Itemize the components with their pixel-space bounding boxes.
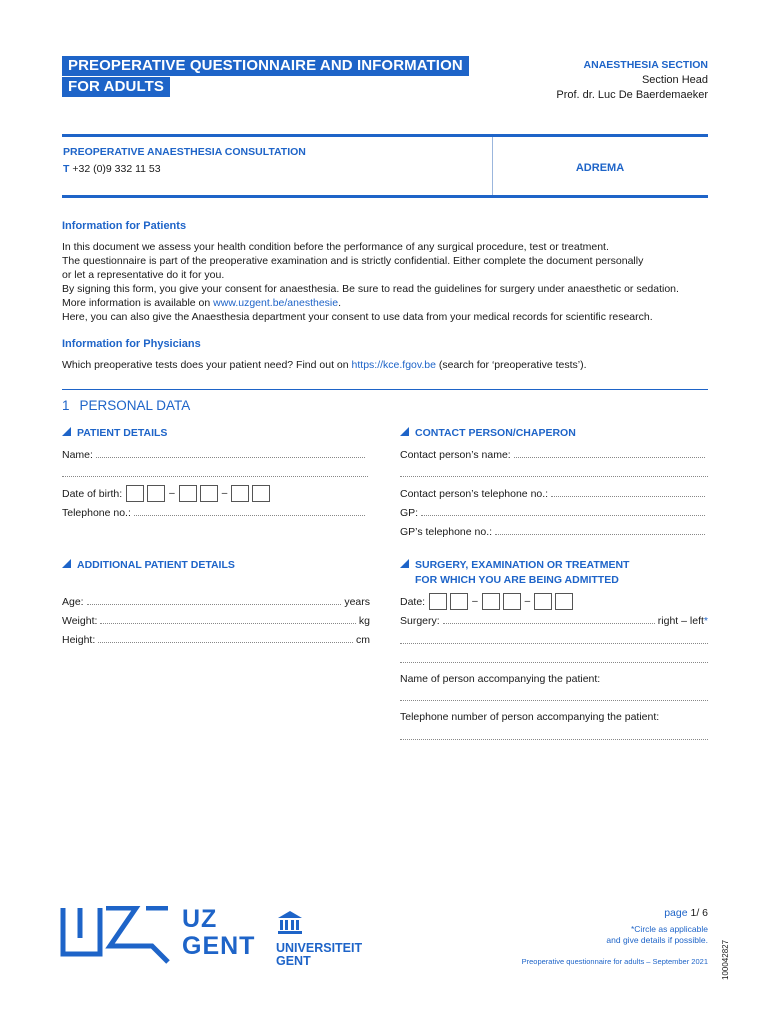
consultation-telephone — [63, 163, 161, 175]
dob-day-digit-box[interactable] — [126, 485, 144, 502]
surgery-heading — [400, 558, 629, 588]
info-patients-text — [62, 240, 722, 324]
telephone-number: +32 (0)9 332 11 53 — [72, 163, 161, 175]
gp-field[interactable] — [400, 505, 708, 519]
weight-input-line[interactable] — [100, 623, 355, 624]
consultation-box — [62, 134, 708, 198]
dob-year-digit-box[interactable] — [231, 485, 249, 502]
document-title-line-2: FOR ADULTS — [62, 77, 170, 97]
contact-name-field[interactable] — [400, 447, 708, 461]
section-head-label: Section Head — [641, 74, 708, 86]
additional-details-heading — [62, 558, 235, 573]
consent-line: Here, you can also give the Anaesthesia department your consent to use data from your medical records for scientific research. — [62, 311, 653, 323]
surgery-date-field — [400, 592, 708, 610]
contact-telephone-input-line[interactable] — [551, 496, 705, 497]
contact-name-input-line-2[interactable] — [400, 476, 708, 477]
surgery-month-digit-box[interactable] — [482, 593, 500, 610]
section-1-title — [62, 398, 190, 413]
universiteit-gent-logo — [276, 909, 362, 968]
uzgent-anesthesie-link[interactable]: www.uzgent.be/anesthesie — [213, 297, 339, 309]
surgery-month-digit-box[interactable] — [503, 593, 521, 610]
footnote-line-1: *Circle as applicable — [630, 924, 708, 934]
telephone-prefix: T — [63, 163, 70, 175]
dob-day-digit-box[interactable] — [147, 485, 165, 502]
footnote-line-2: and give details if possible. — [606, 935, 708, 945]
accompanying-name-label: Name of person accompanying the patient: — [400, 673, 601, 685]
footnote-asterisk: * — [703, 615, 708, 627]
additional-details-heading-text: ADDITIONAL PATIENT DETAILS — [77, 559, 235, 571]
uz-wordmark-line-1: UZ — [182, 905, 218, 933]
weight-field[interactable] — [62, 613, 370, 627]
surgery-heading-line-2: FOR WHICH YOU ARE BEING ADMITTED — [415, 574, 619, 586]
surgery-input-line-3[interactable] — [400, 662, 708, 663]
section-name: ANAESTHESIA SECTION — [583, 59, 708, 71]
date-separator: – — [169, 488, 175, 499]
height-label: Height: — [62, 634, 96, 646]
surgery-day-digit-box[interactable] — [450, 593, 468, 610]
document-version: Preoperative questionnaire for adults – September 2021 — [521, 957, 708, 966]
patient-details-heading — [62, 426, 167, 441]
side-options[interactable] — [658, 615, 708, 627]
age-input-line[interactable] — [87, 604, 342, 605]
surgery-label: Surgery: — [400, 615, 440, 627]
page-number: 1/ 6 — [690, 907, 708, 919]
page-label: page — [664, 907, 688, 919]
surgery-input-line[interactable] — [443, 623, 655, 624]
info-line: or let a representative do it for you. — [62, 269, 225, 281]
triangle-marker-icon — [62, 559, 71, 568]
physicians-prefix: Which preoperative tests does your patient need? Find out on — [62, 359, 352, 371]
date-separator: – — [221, 488, 228, 499]
adrema-label: ADREMA — [575, 162, 625, 174]
info-patients-heading: Information for Patients — [62, 220, 187, 232]
surgery-year-digit-box[interactable] — [555, 593, 573, 610]
footnote — [606, 924, 708, 946]
uz-gent-logo — [60, 906, 172, 973]
consultation-label: PREOPERATIVE ANAESTHESIA CONSULTATION — [63, 146, 306, 158]
info-line: In this document we assess your health condition before the performance of any surgical procedure, test or treatment. — [62, 241, 609, 253]
ugent-wordmark-line-1: UNIVERSITEIT — [276, 941, 363, 955]
info-line: The questionnaire is part of the preoperative examination and is strictly confidential. Either complete the document personally — [62, 255, 644, 267]
uz-gent-wordmark — [182, 906, 255, 960]
triangle-marker-icon — [62, 427, 71, 436]
info-physicians-heading: Information for Physicians — [62, 338, 201, 350]
surgery-input-line-2[interactable] — [400, 643, 708, 644]
name-input-line[interactable] — [96, 457, 365, 458]
name-label: Name: — [62, 449, 93, 461]
age-label: Age: — [62, 596, 84, 608]
dob-boxes — [126, 485, 270, 502]
more-info-prefix: More information is available on — [62, 297, 214, 309]
surgery-year-digit-box[interactable] — [534, 593, 552, 610]
more-info-suffix: . — [338, 297, 342, 309]
accompanying-phone-label-row — [400, 709, 708, 723]
dob-year-digit-box[interactable] — [252, 485, 270, 502]
ugent-wordmark-line-2: GENT — [276, 954, 311, 968]
surgery-date-boxes — [429, 593, 573, 610]
header-right — [556, 58, 708, 103]
triangle-marker-icon — [400, 427, 409, 436]
surgery-date-label: Date: — [400, 596, 426, 608]
telephone-input-line[interactable] — [134, 515, 365, 516]
contact-person-heading — [400, 426, 576, 441]
more-info-line — [62, 296, 722, 310]
contact-telephone-field[interactable] — [400, 486, 708, 500]
name-input-line-2[interactable] — [62, 476, 368, 477]
height-field[interactable] — [62, 632, 370, 646]
side-options-text: right – left — [657, 615, 704, 627]
contact-telephone-label: Contact person’s telephone no.: — [400, 488, 549, 500]
weight-unit: kg — [358, 615, 370, 627]
date-separator: – — [472, 596, 478, 607]
age-unit: years — [344, 596, 370, 608]
gp-label: GP: — [400, 507, 419, 519]
accompanying-phone-label: Telephone number of person accompanying the patient: — [400, 711, 660, 723]
uz-wordmark-line-2: GENT — [182, 932, 256, 960]
dob-month-digit-box[interactable] — [179, 485, 197, 502]
name-field[interactable] — [62, 447, 368, 461]
telephone-field[interactable] — [62, 505, 368, 519]
height-input-line[interactable] — [98, 642, 353, 643]
document-title-line-1: PREOPERATIVE QUESTIONNAIRE AND INFORMATION — [62, 56, 469, 76]
gp-telephone-field[interactable] — [400, 524, 708, 538]
telephone-label: Telephone no.: — [62, 507, 131, 519]
gp-telephone-label: GP’s telephone no.: — [400, 526, 493, 538]
section-divider — [62, 389, 708, 390]
contact-name-input-line[interactable] — [514, 457, 705, 458]
gp-telephone-input-line[interactable] — [495, 534, 705, 535]
accompanying-name-input-line[interactable] — [400, 700, 708, 701]
accompanying-name-label-row — [400, 671, 708, 685]
document-id: 100042827 — [721, 939, 730, 980]
date-of-birth-field — [62, 484, 368, 502]
physicians-suffix: (search for ‘preoperative tests’). — [435, 359, 587, 371]
surgery-field[interactable] — [400, 613, 708, 627]
section-title-text: PERSONAL DATA — [79, 398, 191, 413]
info-line: By signing this form, you give your consent for anaesthesia. Be sure to read the guidelines for surgery under anaesthetic or sedation. — [62, 283, 679, 295]
info-physicians-text — [62, 358, 722, 372]
uz-gent-mark-icon — [60, 906, 172, 968]
triangle-marker-icon — [400, 559, 409, 568]
surgery-day-digit-box[interactable] — [429, 593, 447, 610]
date-separator: – — [524, 596, 531, 607]
accompanying-phone-input-line[interactable] — [400, 739, 708, 740]
dob-month-digit-box[interactable] — [200, 485, 218, 502]
section-head-name: Prof. dr. Luc De Baerdemaeker — [556, 89, 708, 101]
section-number: 1 — [62, 398, 70, 413]
height-unit: cm — [356, 634, 370, 646]
page-indicator — [664, 907, 708, 919]
gp-input-line[interactable] — [421, 515, 705, 516]
patient-details-heading-text: PATIENT DETAILS — [77, 427, 168, 439]
contact-person-heading-text: CONTACT PERSON/CHAPERON — [415, 427, 576, 439]
contact-name-label: Contact person’s name: — [400, 449, 511, 461]
surgery-heading-line-1: SURGERY, EXAMINATION OR TREATMENT — [415, 559, 630, 571]
kce-link[interactable]: https://kce.fgov.be — [351, 359, 436, 371]
dob-label: Date of birth: — [62, 488, 123, 500]
age-field[interactable] — [62, 594, 370, 608]
university-building-icon — [276, 909, 304, 935]
weight-label: Weight: — [62, 615, 98, 627]
